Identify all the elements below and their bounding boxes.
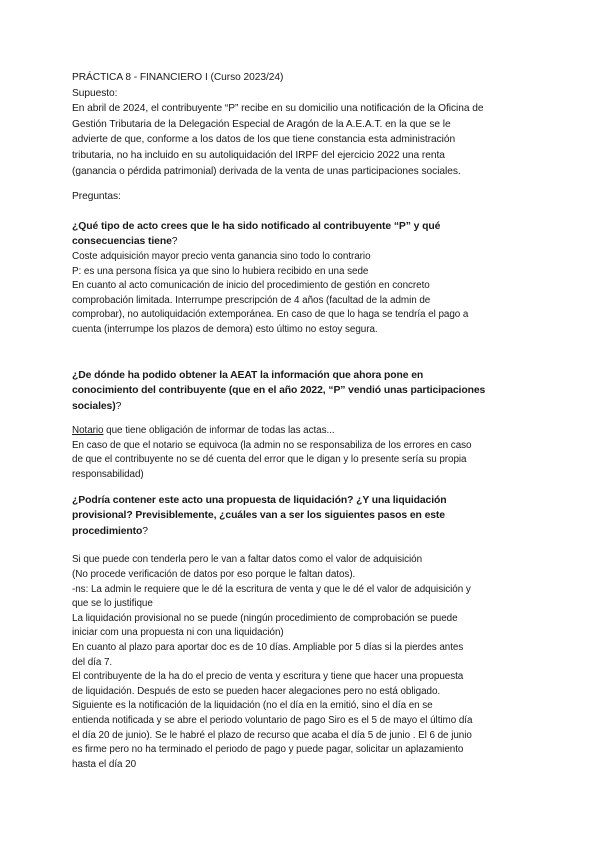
question-line: ¿Podría contener este acto una propuesta de liquidación? ¿Y una liquidación bbox=[72, 494, 447, 506]
question-text: sociales) bbox=[72, 400, 116, 412]
answer-line: iniciar com una propuesta ni con una liquidación) bbox=[72, 627, 284, 639]
text-line: En abril de 2024, el contribuyente “P” recibe en su domicilio una notificación de la Oficina de bbox=[72, 103, 484, 115]
question-text: consecuencias tiene bbox=[72, 236, 172, 248]
answer-text: que tiene obligación de informar de todas las actas... bbox=[103, 425, 335, 437]
answer-line: de liquidación. Después de esto se pueden hacer alegaciones pero no está obligado. bbox=[72, 685, 441, 697]
answer-line: P: es una persona física ya que sino lo hubiera recibido en una sede bbox=[72, 265, 369, 277]
question-1 bbox=[72, 219, 534, 250]
question-line: provisional? Previsiblemente, ¿cuáles van a ser los siguientes pasos en este bbox=[72, 510, 445, 522]
question-line bbox=[72, 524, 534, 540]
answer-line: entienda notificada y se abre el periodo voluntario de pago Siro es el 5 de mayo el último día bbox=[72, 714, 473, 726]
answer-3 bbox=[72, 553, 534, 772]
answer-line: Si que puede con tenderla pero le van a faltar datos como el valor de adquisición bbox=[72, 554, 423, 566]
question-text: procedimiento bbox=[72, 525, 143, 537]
question-line bbox=[72, 234, 534, 250]
answer-line: El contribuyente de la ha do el precio de venta y escritura y tiene que hacer una propuesta bbox=[72, 671, 464, 683]
answer-1 bbox=[72, 250, 534, 338]
question-mark: ? bbox=[142, 525, 148, 537]
answer-line: de que el contribuyente no se dé cuenta del error que le digan y lo presente sería su propia bbox=[72, 454, 467, 466]
question-3 bbox=[72, 493, 534, 540]
answer-line: En caso de que el notario se equivoca (la admin no se responsabiliza de los errores en caso bbox=[72, 439, 472, 451]
underlined-word: Notario bbox=[72, 425, 104, 437]
answer-line: La liquidación provisional no se puede (ningún procedimiento de comprobación se puede bbox=[72, 612, 458, 624]
document-title: PRÁCTICA 8 - FINANCIERO I (Curso 2023/24) bbox=[72, 72, 284, 83]
answer-line: el día 20 de junio). Se le habré el plazo de recurso que acaba el día 5 de junio . El 6 de junio bbox=[72, 729, 472, 741]
answer-line bbox=[72, 424, 534, 439]
answer-line: responsabilidad) bbox=[72, 469, 144, 481]
answer-line: cuenta (interrumpe los plazos de demora) esto último no estoy segura. bbox=[72, 323, 378, 335]
text-line: tributaria, no ha incluido en su autoliquidación del IRPF del ejercicio 2022 una renta bbox=[72, 149, 445, 161]
answer-line: es firme pero no ha terminado el periodo de pago y puede pagar, solicitar un aplazamiento bbox=[72, 744, 464, 756]
answer-line: En cuanto al plazo para aportar doc es de 10 días. Ampliable por 5 días si la pierdes antes bbox=[72, 642, 464, 653]
answer-line: (No procede verificación de datos por eso porque le faltan datos). bbox=[72, 569, 356, 581]
document-page bbox=[72, 70, 534, 772]
answer-line: del día 7. bbox=[72, 656, 113, 668]
answer-line: En cuanto al acto comunicación de inicio del procedimiento de gestión en concreto bbox=[72, 280, 430, 292]
text-line: Gestión Tributaria de la Delegación Especial de Aragón de la A.E.A.T. en la que se le bbox=[72, 118, 451, 130]
text-line: advierte de que, conforme a los datos de los que tiene constancia esta administración bbox=[72, 134, 456, 146]
answer-line: Coste adquisición mayor precio venta ganancia sino todo lo contrario bbox=[72, 250, 371, 262]
supuesto-text bbox=[72, 101, 534, 179]
question-line: conocimiento del contribuyente (que en el año 2022, “P” vendió unas participaciones bbox=[72, 385, 486, 397]
question-mark: ? bbox=[115, 400, 122, 412]
answer-line: hasta el día 20 bbox=[72, 758, 137, 770]
supuesto-label: Supuesto: bbox=[72, 87, 118, 99]
question-mark: ? bbox=[171, 236, 178, 248]
question-2 bbox=[72, 368, 534, 415]
preguntas-label: Preguntas: bbox=[72, 191, 121, 203]
answer-line: comprobación limitada. Interrumpe prescripción de 4 años (facultad de la admin de bbox=[72, 294, 431, 306]
answer-line: -ns: La admin le requiere que le dé la escritura de venta y que le dé el valor de adquisición y bbox=[72, 583, 471, 595]
question-line bbox=[72, 399, 534, 415]
question-line: ¿De dónde ha podido obtener la AEAT la información que ahora pone en bbox=[72, 369, 424, 381]
answer-2 bbox=[72, 424, 534, 482]
question-line: ¿Qué tipo de acto crees que le ha sido notificado al contribuyente “P” y qué bbox=[72, 220, 441, 232]
answer-line: comprobar), no autoliquidación extemporánea. En caso de que lo haga se tendría el pago a bbox=[72, 309, 469, 321]
answer-line: que se lo justifique bbox=[72, 598, 153, 610]
answer-line: Siguiente es la notificación de la liquidación (no el día en la emitió, sino el día en se bbox=[72, 700, 433, 712]
text-line: (ganancia o pérdida patrimonial) derivada de la venta de unas participaciones sociales. bbox=[72, 165, 461, 177]
